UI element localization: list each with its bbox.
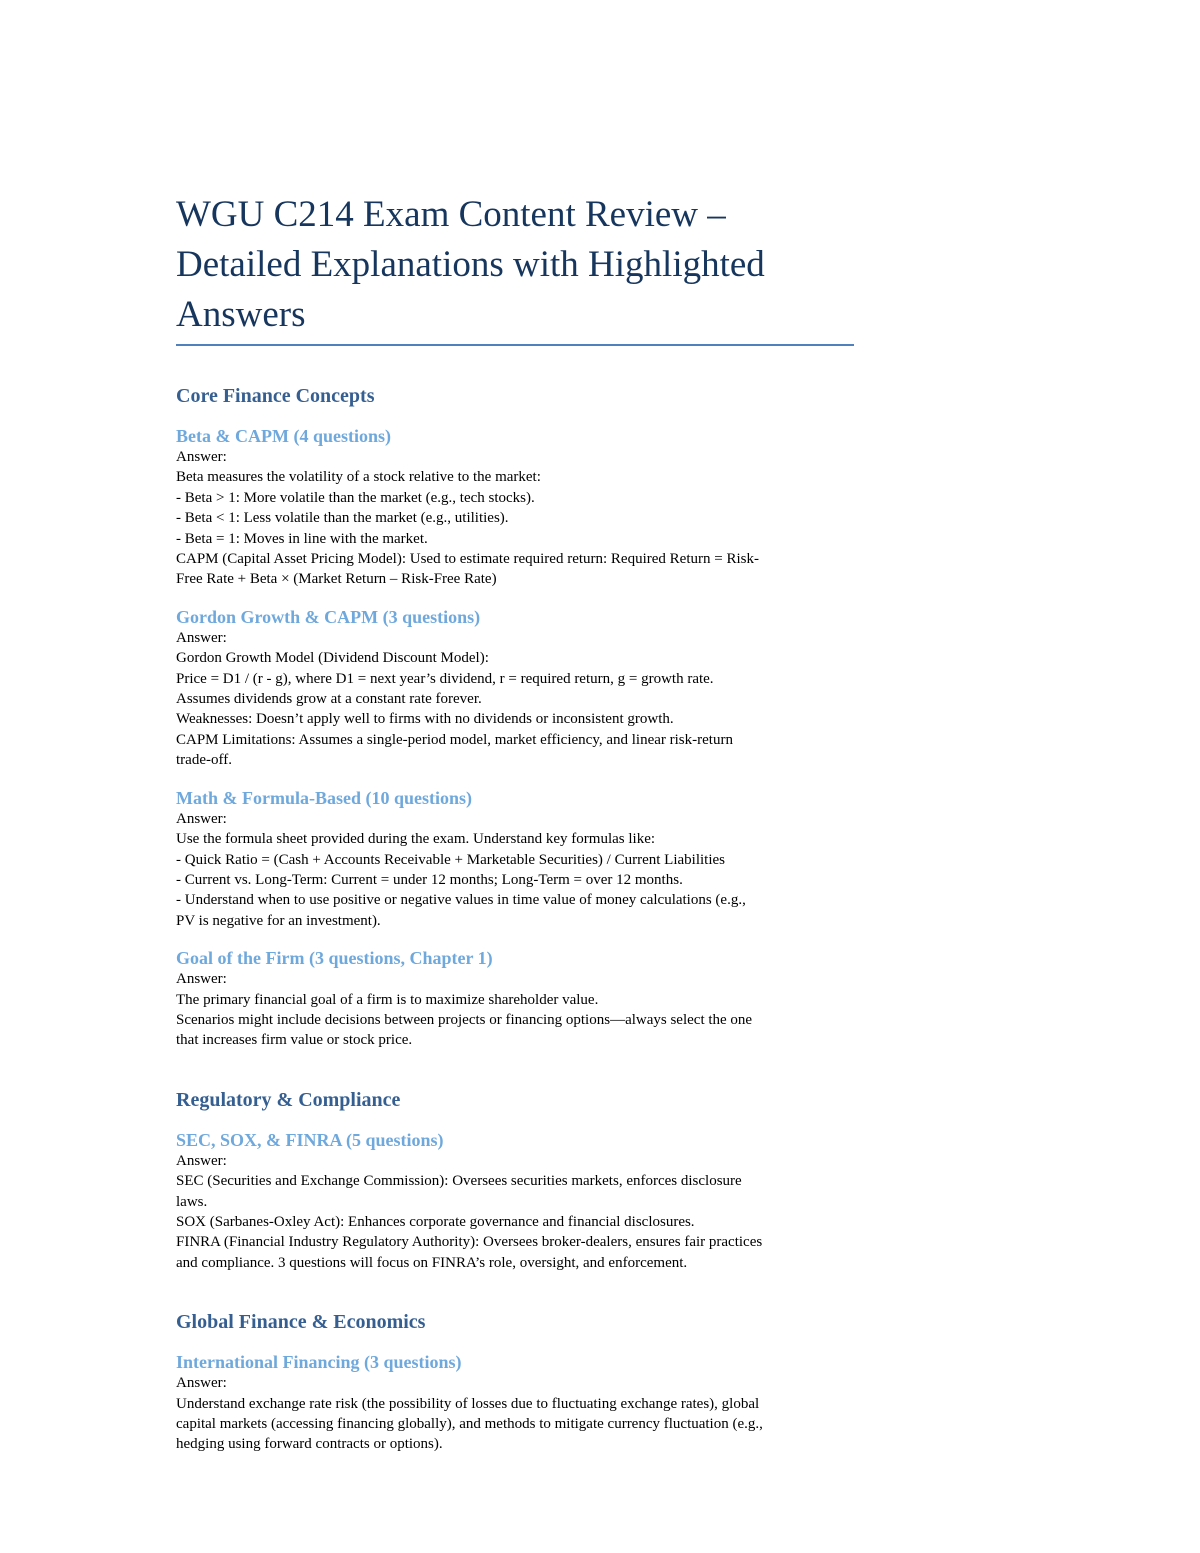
answer-line: The primary financial goal of a firm is to maximize shareholder value.	[176, 991, 599, 1008]
answer-line: Scenarios might include decisions between projects or financing options—always select the one	[176, 1011, 753, 1028]
answer-line: laws.	[176, 1193, 208, 1210]
answer-line: FINRA (Financial Industry Regulatory Authority): Oversees broker-dealers, ensures fair practices	[176, 1234, 763, 1251]
section-heading: Regulatory & Compliance	[176, 1088, 401, 1111]
answer-line: Weaknesses: Doesn’t apply well to firms with no dividends or inconsistent growth.	[176, 711, 674, 728]
answer-line: CAPM (Capital Asset Pricing Model): Used to estimate required return: Required Return = Risk-	[176, 551, 759, 568]
answer-line: - Beta < 1: Less volatile than the market (e.g., utilities).	[176, 510, 509, 527]
answer-line: Use the formula sheet provided during the exam. Understand key formulas like:	[176, 831, 656, 848]
answer-line: and compliance. 3 questions will focus on FINRA’s role, oversight, and enforcement.	[176, 1254, 688, 1271]
title-line: Answers	[176, 294, 306, 335]
answer-label: Answer:	[176, 971, 227, 988]
answer-line: that increases firm value or stock price.	[176, 1032, 413, 1049]
topic-international-financing	[176, 1351, 854, 1455]
section-heading: Core Finance Concepts	[176, 385, 375, 407]
section-heading: Global Finance & Economics	[176, 1311, 426, 1334]
answer-label: Answer:	[176, 1375, 227, 1392]
document-page	[176, 190, 854, 1455]
answer-line: Understand exchange rate risk (the possibility of losses due to fluctuating exchange rates), global	[176, 1395, 760, 1412]
answer-line: SOX (Sarbanes-Oxley Act): Enhances corporate governance and financial disclosures.	[176, 1213, 695, 1230]
answer-line: Free Rate + Beta × (Market Return – Risk-Free Rate)	[176, 571, 497, 588]
answer-label: Answer:	[176, 1152, 227, 1169]
answer-label: Answer:	[176, 629, 227, 646]
topic-heading: Math & Formula-Based (10 questions)	[176, 787, 472, 808]
topic-gordon-growth	[176, 606, 854, 771]
section-global-finance	[176, 1310, 854, 1455]
answer-line: - Beta > 1: More volatile than the market (e.g., tech stocks).	[176, 489, 535, 506]
answer-label: Answer:	[176, 810, 227, 827]
topic-heading: SEC, SOX, & FINRA (5 questions)	[176, 1129, 444, 1150]
topic-goal-of-firm	[176, 947, 854, 1051]
answer-line: Assumes dividends grow at a constant rate forever.	[176, 691, 482, 708]
title-line: WGU C214 Exam Content Review –	[176, 194, 726, 235]
answer-line: - Beta = 1: Moves in line with the market.	[176, 530, 428, 547]
section-regulatory	[176, 1088, 854, 1273]
topic-math-formula	[176, 787, 854, 931]
answer-line: - Current vs. Long-Term: Current = under 12 months; Long-Term = over 12 months.	[176, 871, 683, 888]
section-core-finance	[176, 384, 854, 1051]
answer-label: Answer:	[176, 449, 227, 465]
answer-line: CAPM Limitations: Assumes a single-period model, market efficiency, and linear risk-return	[176, 731, 733, 748]
answer-line: trade-off.	[176, 752, 232, 769]
topic-sec-sox-finra	[176, 1129, 854, 1273]
answer-line: hedging using forward contracts or options).	[176, 1436, 443, 1453]
answer-line: SEC (Securities and Exchange Commission): Oversees securities markets, enforces disclosure	[176, 1173, 742, 1190]
answer-line: - Understand when to use positive or negative values in time value of money calculations (e.g.,	[176, 892, 746, 909]
title-line: Detailed Explanations with Highlighted	[176, 244, 765, 285]
topic-heading: International Financing (3 questions)	[176, 1352, 462, 1373]
answer-line: Price = D1 / (r - g), where D1 = next year’s dividend, r = required return, g = growth rate.	[176, 670, 714, 687]
answer-line: Beta measures the volatility of a stock relative to the market:	[176, 469, 541, 486]
topic-heading: Beta & CAPM (4 questions)	[176, 426, 391, 446]
topic-heading: Goal of the Firm (3 questions, Chapter 1)	[176, 948, 493, 969]
document-title	[176, 190, 854, 346]
answer-line: capital markets (accessing financing globally), and methods to mitigate currency fluctuation (e.g.,	[176, 1416, 763, 1432]
answer-line: PV is negative for an investment).	[176, 912, 381, 929]
topic-heading: Gordon Growth & CAPM (3 questions)	[176, 606, 481, 627]
answer-line: - Quick Ratio = (Cash + Accounts Receivable + Marketable Securities) / Current Liabilities	[176, 851, 725, 868]
answer-line: Gordon Growth Model (Dividend Discount Model):	[176, 650, 489, 667]
topic-beta-capm	[176, 425, 854, 590]
